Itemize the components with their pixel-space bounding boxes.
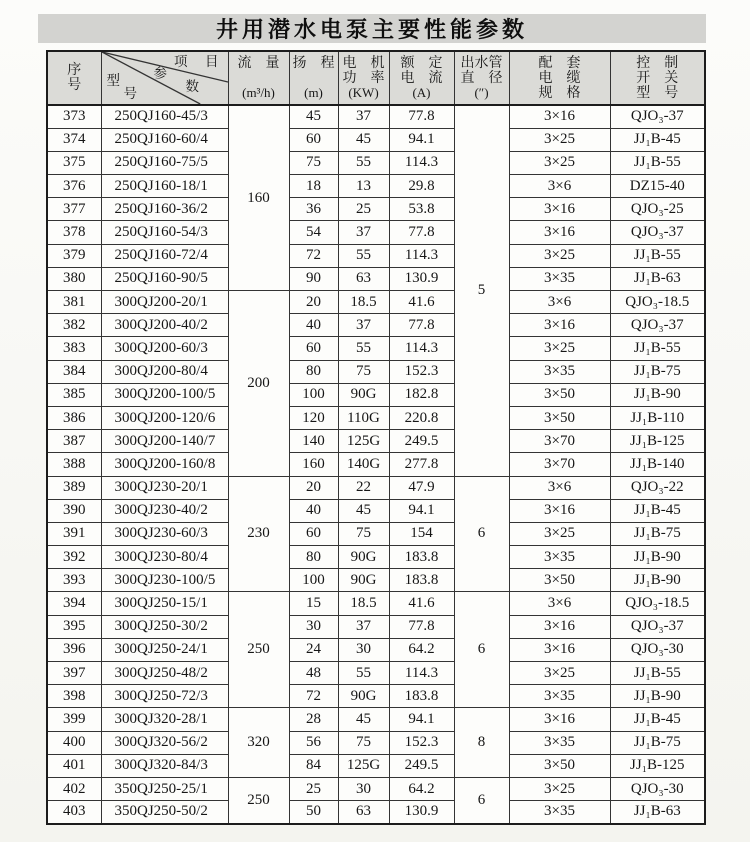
model-cell: 250QJ160-18/1 <box>101 175 228 198</box>
title-bar <box>38 14 706 43</box>
power-cell: 30 <box>338 777 389 800</box>
current-header-line1: 额 定 <box>400 56 443 71</box>
power-cell: 18.5 <box>338 592 389 615</box>
model-cell: 250QJ160-75/5 <box>101 151 228 174</box>
model-cell: 300QJ230-100/5 <box>101 569 228 592</box>
power-cell: 63 <box>338 267 389 290</box>
cable-cell: 3×16 <box>509 638 610 661</box>
switch-header-line2: 开 关 <box>636 71 679 86</box>
table-header-row <box>47 51 705 105</box>
model-cell: 250QJ160-60/4 <box>101 128 228 151</box>
serial-cell: 376 <box>47 175 101 198</box>
column-header-flow <box>228 51 289 105</box>
cable-cell: 3×6 <box>509 291 610 314</box>
model-cell: 300QJ200-140/7 <box>101 430 228 453</box>
current-cell: 130.9 <box>389 801 454 824</box>
current-header-unit: (A) <box>412 85 431 100</box>
power-cell: 25 <box>338 198 389 221</box>
current-cell: 114.3 <box>389 151 454 174</box>
model-cell: 300QJ230-40/2 <box>101 499 228 522</box>
model-cell: 250QJ160-72/4 <box>101 244 228 267</box>
switch-cell: QJO₃-37 <box>610 615 705 638</box>
serial-cell: 403 <box>47 801 101 824</box>
table-row <box>47 801 705 824</box>
flow-header-unit: (m³/h) <box>242 85 275 100</box>
page-title: 井用潜水电泵主要性能参数 <box>215 17 528 42</box>
flow-header-label: 流 量 <box>237 56 280 71</box>
cable-cell: 3×35 <box>509 801 610 824</box>
current-cell: 114.3 <box>389 662 454 685</box>
power-cell: 37 <box>338 615 389 638</box>
model-cell: 300QJ230-80/4 <box>101 546 228 569</box>
switch-cell: JJ₁B-55 <box>610 151 705 174</box>
head-cell: 40 <box>289 499 338 522</box>
serial-cell: 386 <box>47 406 101 429</box>
current-cell: 130.9 <box>389 267 454 290</box>
switch-cell: JJ₁B-125 <box>610 754 705 777</box>
power-cell: 22 <box>338 476 389 499</box>
table-row <box>47 476 705 499</box>
serial-header-line1: 序 <box>67 63 82 78</box>
model-cell: 300QJ250-72/3 <box>101 685 228 708</box>
table-row <box>47 453 705 476</box>
serial-cell: 399 <box>47 708 101 731</box>
table-row <box>47 105 705 128</box>
table-row <box>47 592 705 615</box>
model-cell: 350QJ250-50/2 <box>101 801 228 824</box>
model-cell: 300QJ250-48/2 <box>101 662 228 685</box>
serial-cell: 393 <box>47 569 101 592</box>
serial-cell: 402 <box>47 777 101 800</box>
head-header-unit: (m) <box>304 85 323 100</box>
head-cell: 60 <box>289 337 338 360</box>
head-cell: 90 <box>289 267 338 290</box>
head-cell: 28 <box>289 708 338 731</box>
cable-cell: 3×50 <box>509 754 610 777</box>
diameter-header-unit: (″) <box>474 85 489 100</box>
table-row <box>47 360 705 383</box>
serial-cell: 396 <box>47 638 101 661</box>
head-cell: 15 <box>289 592 338 615</box>
model-cell: 300QJ250-24/1 <box>101 638 228 661</box>
current-cell: 94.1 <box>389 128 454 151</box>
power-header-line2: 功 率 <box>342 71 385 86</box>
current-cell: 47.9 <box>389 476 454 499</box>
flow-cell: 320 <box>228 708 289 778</box>
serial-cell: 394 <box>47 592 101 615</box>
model-cell: 300QJ200-100/5 <box>101 383 228 406</box>
table-row <box>47 267 705 290</box>
head-cell: 36 <box>289 198 338 221</box>
serial-cell: 383 <box>47 337 101 360</box>
column-header-power <box>338 51 389 105</box>
cable-cell: 3×70 <box>509 453 610 476</box>
switch-cell: QJO₃-37 <box>610 314 705 337</box>
power-cell: 90G <box>338 383 389 406</box>
power-cell: 90G <box>338 685 389 708</box>
column-header-switch <box>610 51 705 105</box>
switch-cell: JJ₁B-90 <box>610 383 705 406</box>
current-cell: 94.1 <box>389 708 454 731</box>
switch-cell: JJ₁B-75 <box>610 731 705 754</box>
diagonal-label-item: 项 目 <box>174 54 221 69</box>
power-cell: 90G <box>338 546 389 569</box>
diameter-cell: 6 <box>454 592 509 708</box>
model-cell: 300QJ200-40/2 <box>101 314 228 337</box>
table-row <box>47 777 705 800</box>
power-cell: 45 <box>338 499 389 522</box>
head-cell: 75 <box>289 151 338 174</box>
cable-cell: 3×35 <box>509 360 610 383</box>
diagonal-label-param2: 数 <box>185 79 199 94</box>
cable-cell: 3×70 <box>509 430 610 453</box>
switch-cell: QJO₃-25 <box>610 198 705 221</box>
serial-cell: 379 <box>47 244 101 267</box>
column-header-cable <box>509 51 610 105</box>
head-cell: 60 <box>289 522 338 545</box>
current-cell: 41.6 <box>389 291 454 314</box>
head-cell: 100 <box>289 383 338 406</box>
cable-header-line3: 规 格 <box>538 86 581 101</box>
table-row <box>47 615 705 638</box>
cable-cell: 3×16 <box>509 221 610 244</box>
power-cell: 55 <box>338 337 389 360</box>
serial-cell: 375 <box>47 151 101 174</box>
cable-header-line1: 配 套 <box>538 56 581 71</box>
cable-cell: 3×25 <box>509 151 610 174</box>
table-row <box>47 128 705 151</box>
serial-cell: 391 <box>47 522 101 545</box>
model-cell: 300QJ320-56/2 <box>101 731 228 754</box>
current-cell: 249.5 <box>389 430 454 453</box>
model-cell: 250QJ160-36/2 <box>101 198 228 221</box>
cable-header-line2: 电 缆 <box>538 71 581 86</box>
table-row <box>47 291 705 314</box>
switch-cell: QJO₃-30 <box>610 777 705 800</box>
head-cell: 160 <box>289 453 338 476</box>
serial-cell: 378 <box>47 221 101 244</box>
switch-header-line3: 型 号 <box>636 86 679 101</box>
cable-cell: 3×25 <box>509 244 610 267</box>
model-cell: 250QJ160-45/3 <box>101 105 228 128</box>
diameter-header-line2: 直 径 <box>460 71 503 86</box>
current-cell: 154 <box>389 522 454 545</box>
table-row <box>47 151 705 174</box>
model-cell: 300QJ320-84/3 <box>101 754 228 777</box>
switch-cell: QJO₃-22 <box>610 476 705 499</box>
head-cell: 54 <box>289 221 338 244</box>
power-cell: 18.5 <box>338 291 389 314</box>
current-cell: 152.3 <box>389 731 454 754</box>
power-cell: 125G <box>338 430 389 453</box>
model-cell: 300QJ200-160/8 <box>101 453 228 476</box>
table-row <box>47 499 705 522</box>
switch-cell: JJ₁B-90 <box>610 685 705 708</box>
current-cell: 183.8 <box>389 569 454 592</box>
table-row <box>47 383 705 406</box>
table-row <box>47 731 705 754</box>
table-row <box>47 569 705 592</box>
head-cell: 18 <box>289 175 338 198</box>
cable-cell: 3×16 <box>509 615 610 638</box>
switch-cell: QJO₃-18.5 <box>610 592 705 615</box>
head-cell: 140 <box>289 430 338 453</box>
table-row <box>47 685 705 708</box>
table-body <box>47 105 705 824</box>
head-cell: 72 <box>289 685 338 708</box>
serial-cell: 388 <box>47 453 101 476</box>
cable-cell: 3×50 <box>509 569 610 592</box>
current-cell: 182.8 <box>389 383 454 406</box>
serial-cell: 389 <box>47 476 101 499</box>
switch-cell: JJ₁B-90 <box>610 569 705 592</box>
power-cell: 37 <box>338 221 389 244</box>
switch-cell: JJ₁B-45 <box>610 499 705 522</box>
cable-cell: 3×25 <box>509 337 610 360</box>
current-cell: 77.8 <box>389 314 454 337</box>
serial-cell: 384 <box>47 360 101 383</box>
current-cell: 29.8 <box>389 175 454 198</box>
cable-cell: 3×35 <box>509 546 610 569</box>
diameter-cell: 6 <box>454 476 509 592</box>
table-row <box>47 175 705 198</box>
power-cell: 75 <box>338 731 389 754</box>
head-cell: 72 <box>289 244 338 267</box>
switch-cell: JJ₁B-63 <box>610 801 705 824</box>
head-cell: 48 <box>289 662 338 685</box>
power-cell: 55 <box>338 662 389 685</box>
serial-cell: 400 <box>47 731 101 754</box>
current-cell: 220.8 <box>389 406 454 429</box>
power-header-line1: 电 机 <box>342 56 385 71</box>
cable-cell: 3×50 <box>509 383 610 406</box>
current-cell: 152.3 <box>389 360 454 383</box>
table-row <box>47 522 705 545</box>
model-cell: 250QJ160-90/5 <box>101 267 228 290</box>
table-row <box>47 337 705 360</box>
serial-cell: 377 <box>47 198 101 221</box>
serial-cell: 382 <box>47 314 101 337</box>
model-cell: 300QJ250-30/2 <box>101 615 228 638</box>
table-row <box>47 546 705 569</box>
cable-cell: 3×16 <box>509 198 610 221</box>
flow-cell: 230 <box>228 476 289 592</box>
switch-cell: QJO₃-37 <box>610 221 705 244</box>
power-cell: 75 <box>338 522 389 545</box>
current-cell: 249.5 <box>389 754 454 777</box>
model-cell: 350QJ250-25/1 <box>101 777 228 800</box>
current-header-line2: 电 流 <box>400 71 443 86</box>
switch-cell: JJ₁B-110 <box>610 406 705 429</box>
switch-cell: JJ₁B-45 <box>610 128 705 151</box>
model-cell: 300QJ200-60/3 <box>101 337 228 360</box>
diagonal-label-model2: 号 <box>123 86 137 101</box>
power-cell: 13 <box>338 175 389 198</box>
head-cell: 100 <box>289 569 338 592</box>
table-row <box>47 430 705 453</box>
model-cell: 300QJ250-15/1 <box>101 592 228 615</box>
cable-cell: 3×16 <box>509 499 610 522</box>
serial-cell: 401 <box>47 754 101 777</box>
switch-cell: DZ15-40 <box>610 175 705 198</box>
power-cell: 30 <box>338 638 389 661</box>
table-row <box>47 754 705 777</box>
diameter-cell: 8 <box>454 708 509 778</box>
table-row <box>47 198 705 221</box>
head-cell: 25 <box>289 777 338 800</box>
diagonal-label-param1: 参 <box>153 66 167 81</box>
power-cell: 55 <box>338 151 389 174</box>
power-cell: 45 <box>338 708 389 731</box>
switch-cell: QJO₃-18.5 <box>610 291 705 314</box>
diagonal-label-model1: 型 <box>106 73 120 88</box>
switch-cell: JJ₁B-55 <box>610 337 705 360</box>
current-cell: 77.8 <box>389 221 454 244</box>
cable-cell: 3×25 <box>509 522 610 545</box>
flow-cell: 160 <box>228 105 289 291</box>
power-cell: 37 <box>338 105 389 128</box>
flow-cell: 200 <box>228 291 289 477</box>
cable-cell: 3×35 <box>509 267 610 290</box>
cable-cell: 3×35 <box>509 731 610 754</box>
switch-cell: JJ₁B-90 <box>610 546 705 569</box>
current-cell: 77.8 <box>389 615 454 638</box>
power-cell: 90G <box>338 569 389 592</box>
head-cell: 80 <box>289 360 338 383</box>
head-cell: 40 <box>289 314 338 337</box>
head-cell: 20 <box>289 291 338 314</box>
serial-cell: 395 <box>47 615 101 638</box>
current-cell: 114.3 <box>389 337 454 360</box>
cable-cell: 3×50 <box>509 406 610 429</box>
switch-header-line1: 控 制 <box>636 56 679 71</box>
cable-cell: 3×16 <box>509 708 610 731</box>
power-cell: 110G <box>338 406 389 429</box>
diameter-cell: 6 <box>454 777 509 823</box>
table-row <box>47 708 705 731</box>
serial-cell: 387 <box>47 430 101 453</box>
table-row <box>47 662 705 685</box>
current-cell: 53.8 <box>389 198 454 221</box>
serial-cell: 381 <box>47 291 101 314</box>
current-cell: 183.8 <box>389 546 454 569</box>
current-cell: 64.2 <box>389 638 454 661</box>
power-cell: 140G <box>338 453 389 476</box>
current-cell: 183.8 <box>389 685 454 708</box>
cable-cell: 3×25 <box>509 128 610 151</box>
diameter-header-line1: 出水管 <box>460 56 503 71</box>
cable-cell: 3×25 <box>509 662 610 685</box>
switch-cell: JJ₁B-45 <box>610 708 705 731</box>
serial-cell: 380 <box>47 267 101 290</box>
current-cell: 64.2 <box>389 777 454 800</box>
power-cell: 75 <box>338 360 389 383</box>
power-cell: 37 <box>338 314 389 337</box>
table-row <box>47 244 705 267</box>
diameter-cell: 5 <box>454 105 509 476</box>
table-row <box>47 314 705 337</box>
power-cell: 55 <box>338 244 389 267</box>
model-cell: 300QJ320-28/1 <box>101 708 228 731</box>
serial-cell: 385 <box>47 383 101 406</box>
current-cell: 41.6 <box>389 592 454 615</box>
head-cell: 80 <box>289 546 338 569</box>
switch-cell: JJ₁B-75 <box>610 522 705 545</box>
flow-cell: 250 <box>228 592 289 708</box>
table-row <box>47 638 705 661</box>
flow-cell: 250 <box>228 777 289 823</box>
power-header-unit: (KW) <box>348 85 379 100</box>
serial-cell: 390 <box>47 499 101 522</box>
column-header-model-diagonal <box>101 51 228 105</box>
column-header-current <box>389 51 454 105</box>
cable-cell: 3×16 <box>509 105 610 128</box>
cable-cell: 3×16 <box>509 314 610 337</box>
current-cell: 94.1 <box>389 499 454 522</box>
model-cell: 300QJ200-80/4 <box>101 360 228 383</box>
power-cell: 63 <box>338 801 389 824</box>
serial-cell: 373 <box>47 105 101 128</box>
column-header-diameter <box>454 51 509 105</box>
column-header-serial <box>47 51 101 105</box>
power-cell: 125G <box>338 754 389 777</box>
serial-header-line2: 号 <box>67 78 82 93</box>
head-cell: 84 <box>289 754 338 777</box>
performance-table <box>46 50 706 825</box>
switch-cell: JJ₁B-63 <box>610 267 705 290</box>
head-cell: 50 <box>289 801 338 824</box>
switch-cell: QJO₃-30 <box>610 638 705 661</box>
head-cell: 45 <box>289 105 338 128</box>
power-cell: 45 <box>338 128 389 151</box>
head-cell: 24 <box>289 638 338 661</box>
cable-cell: 3×6 <box>509 476 610 499</box>
current-cell: 277.8 <box>389 453 454 476</box>
switch-cell: QJO₃-37 <box>610 105 705 128</box>
cable-cell: 3×35 <box>509 685 610 708</box>
serial-cell: 397 <box>47 662 101 685</box>
head-cell: 120 <box>289 406 338 429</box>
head-cell: 20 <box>289 476 338 499</box>
model-cell: 300QJ200-120/6 <box>101 406 228 429</box>
switch-cell: JJ₁B-75 <box>610 360 705 383</box>
table-row <box>47 406 705 429</box>
switch-cell: JJ₁B-125 <box>610 430 705 453</box>
cable-cell: 3×6 <box>509 592 610 615</box>
cable-cell: 3×6 <box>509 175 610 198</box>
switch-cell: JJ₁B-140 <box>610 453 705 476</box>
model-cell: 300QJ230-60/3 <box>101 522 228 545</box>
switch-cell: JJ₁B-55 <box>610 662 705 685</box>
head-header-label: 扬 程 <box>292 56 335 71</box>
model-cell: 300QJ200-20/1 <box>101 291 228 314</box>
head-cell: 60 <box>289 128 338 151</box>
current-cell: 77.8 <box>389 105 454 128</box>
switch-cell: JJ₁B-55 <box>610 244 705 267</box>
cable-cell: 3×25 <box>509 777 610 800</box>
serial-cell: 374 <box>47 128 101 151</box>
model-cell: 300QJ230-20/1 <box>101 476 228 499</box>
serial-cell: 398 <box>47 685 101 708</box>
head-cell: 56 <box>289 731 338 754</box>
model-cell: 250QJ160-54/3 <box>101 221 228 244</box>
table-row <box>47 221 705 244</box>
column-header-head <box>289 51 338 105</box>
current-cell: 114.3 <box>389 244 454 267</box>
head-cell: 30 <box>289 615 338 638</box>
serial-cell: 392 <box>47 546 101 569</box>
